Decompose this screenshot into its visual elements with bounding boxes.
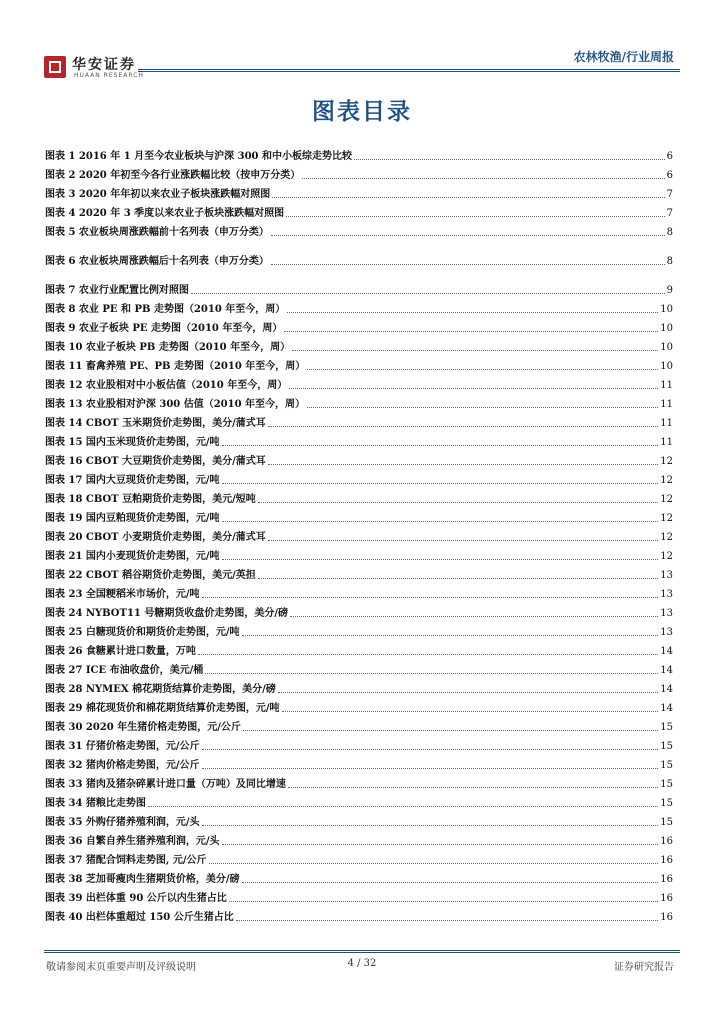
toc-entry-label: 图表 4 2020 年 3 季度以来农业子板块涨跌幅对照图: [45, 208, 285, 219]
toc-entry-label: 图表 35 外购仔猪养殖利润，元/头: [45, 817, 200, 828]
table-of-contents: [45, 144, 673, 924]
toc-entry-label: 图表 24 NYBOT11 号糖期货收盘价走势图，美分/磅: [45, 608, 288, 619]
toc-entry-label: 图表 31 仔猪价格走势图，元/公斤: [45, 741, 200, 752]
toc-entry-label: 图表 22 CBOT 稻谷期货价走势图，美元/英担: [45, 570, 256, 581]
toc-entry-label: 图表 8 农业 PE 和 PB 走势图（2010 年至今，周）: [45, 304, 286, 315]
toc-entry-page: 13: [660, 589, 673, 600]
toc-entry[interactable]: [45, 354, 673, 373]
toc-entry-page: 8: [666, 227, 673, 238]
toc-entry[interactable]: [45, 905, 673, 924]
toc-entry-page: 15: [660, 760, 673, 771]
footer-report-type: 证券研究报告: [614, 962, 674, 973]
toc-leader-dots: [292, 350, 658, 351]
toc-entry-page: 13: [660, 570, 673, 581]
toc-entry-label: 图表 36 自繁自养生猪养殖利润，元/头: [45, 836, 220, 847]
header-divider-secondary: [138, 71, 680, 72]
toc-entry-label: 图表 15 国内玉米现货价走势图，元/吨: [45, 437, 220, 448]
toc-entry[interactable]: [45, 411, 673, 430]
toc-entry-page: 16: [660, 874, 673, 885]
toc-leader-dots: [290, 616, 658, 617]
toc-entry-label: 图表 14 CBOT 玉米期货价走势图，美分/蒲式耳: [45, 418, 266, 429]
toc-entry-label: 图表 23 全国粳稻米市场价，元/吨: [45, 589, 200, 600]
toc-entry[interactable]: [45, 582, 673, 601]
toc-leader-dots: [222, 559, 659, 560]
toc-entry-page: 14: [660, 665, 673, 676]
toc-entry[interactable]: [45, 677, 673, 696]
toc-leader-dots: [258, 502, 659, 503]
toc-entry-label: 图表 2 2020 年初至今各行业涨跌幅比较（按申万分类）: [45, 170, 301, 181]
toc-entry-page: 16: [660, 912, 673, 923]
toc-entry[interactable]: [45, 848, 673, 867]
toc-entry-label: 图表 30 2020 年生猪价格走势图，元/公斤: [45, 722, 241, 733]
toc-entry[interactable]: [45, 182, 673, 201]
toc-entry-label: 图表 17 国内大豆现货价走势图，元/吨: [45, 475, 220, 486]
toc-leader-dots: [222, 844, 659, 845]
toc-entry-page: 15: [660, 722, 673, 733]
toc-entry-label: 图表 39 出栏体重 90 公斤以内生猪占比: [45, 893, 227, 904]
toc-entry-label: 图表 6 农业板块周涨跌幅后十名列表（申万分类）: [45, 256, 269, 267]
toc-leader-dots: [258, 578, 659, 579]
toc-entry-page: 16: [660, 855, 673, 866]
toc-entry[interactable]: [45, 316, 673, 335]
toc-entry-page: 14: [660, 684, 673, 695]
toc-entry[interactable]: [45, 468, 673, 487]
toc-entry[interactable]: [45, 639, 673, 658]
toc-leader-dots: [202, 749, 659, 750]
toc-entry[interactable]: [45, 220, 673, 239]
toc-entry-page: 12: [660, 494, 673, 505]
toc-entry-label: 图表 25 白糖现货价和期货价走势图，元/吨: [45, 627, 240, 638]
toc-entry-page: 13: [660, 608, 673, 619]
toc-leader-dots: [236, 920, 659, 921]
toc-leader-dots: [289, 388, 658, 389]
toc-entry-label: 图表 3 2020 年年初以来农业子板块涨跌幅对照图: [45, 189, 271, 200]
toc-entry[interactable]: [45, 278, 673, 297]
toc-entry[interactable]: [45, 525, 673, 544]
toc-leader-dots: [272, 197, 664, 198]
toc-entry-page: 7: [666, 208, 673, 219]
toc-entry[interactable]: [45, 544, 673, 563]
toc-entry[interactable]: [45, 297, 673, 316]
toc-leader-dots: [278, 692, 659, 693]
toc-entry-label: 图表 21 国内小麦现货价走势图，元/吨: [45, 551, 220, 562]
toc-entry-label: 图表 10 农业子板块 PB 走势图（2010 年至今，周）: [45, 342, 291, 353]
toc-leader-dots: [271, 235, 665, 236]
toc-entry[interactable]: [45, 620, 673, 639]
toc-entry-label: 图表 28 NYMEX 棉花期货结算价走势图，美分/磅: [45, 684, 276, 695]
toc-leader-dots: [302, 178, 664, 179]
toc-entry-page: 10: [660, 304, 673, 315]
toc-leader-dots: [286, 216, 664, 217]
toc-leader-dots: [268, 426, 659, 427]
toc-entry-label: 图表 11 畜禽养殖 PE、PB 走势图（2010 年至今，周）: [45, 361, 306, 372]
toc-entry[interactable]: [45, 144, 673, 163]
toc-entry-label: 图表 16 CBOT 大豆期货价走势图，美分/蒲式耳: [45, 456, 266, 467]
toc-entry-page: 11: [660, 437, 673, 448]
toc-leader-dots: [191, 293, 665, 294]
toc-entry[interactable]: [45, 563, 673, 582]
toc-entry-label: 图表 20 CBOT 小麦期货价走势图，美分/蒲式耳: [45, 532, 266, 543]
toc-leader-dots: [148, 806, 658, 807]
toc-entry-label: 图表 29 棉花现货价和棉花期货结算价走势图，元/吨: [45, 703, 280, 714]
toc-entry-page: 11: [660, 399, 673, 410]
toc-leader-dots: [271, 264, 665, 265]
toc-leader-dots: [288, 787, 658, 788]
toc-leader-dots: [229, 901, 659, 902]
toc-leader-dots: [354, 159, 665, 160]
toc-entry[interactable]: [45, 772, 673, 791]
toc-entry-page: 12: [660, 456, 673, 467]
toc-leader-dots: [282, 711, 659, 712]
toc-entry-page: 6: [666, 170, 673, 181]
toc-entry-page: 15: [660, 779, 673, 790]
toc-entry-page: 12: [660, 475, 673, 486]
toc-entry[interactable]: [45, 867, 673, 886]
header-divider: [138, 69, 680, 70]
toc-leader-dots: [268, 540, 659, 541]
toc-entry-page: 10: [660, 342, 673, 353]
toc-entry-label: 图表 7 农业行业配置比例对照图: [45, 285, 189, 296]
toc-leader-dots: [202, 597, 659, 598]
toc-entry[interactable]: [45, 335, 673, 354]
toc-entry[interactable]: [45, 430, 673, 449]
toc-entry-label: 图表 1 2016 年 1 月至今农业板块与沪深 300 和中小板综走势比较: [45, 151, 352, 162]
toc-entry[interactable]: [45, 791, 673, 810]
toc-entry-label: 图表 26 食糖累计进口数量，万吨: [45, 646, 196, 657]
toc-entry[interactable]: [45, 753, 673, 772]
toc-entry[interactable]: [45, 487, 673, 506]
toc-leader-dots: [202, 768, 659, 769]
toc-entry[interactable]: [45, 449, 673, 468]
toc-entry-page: 13: [660, 627, 673, 638]
toc-entry-label: 图表 40 出栏体重超过 150 公斤生猪占比: [45, 912, 234, 923]
toc-entry-page: 14: [660, 646, 673, 657]
toc-entry-page: 10: [660, 323, 673, 334]
toc-leader-dots: [307, 407, 658, 408]
toc-entry-label: 图表 13 农业股相对沪深 300 估值（2010 年至今，周）: [45, 399, 306, 410]
footer-divider: [44, 950, 680, 951]
toc-entry-page: 11: [660, 380, 673, 391]
toc-entry-page: 7: [666, 189, 673, 200]
page-number: 4 / 32: [347, 958, 377, 969]
toc-entry-page: 8: [666, 256, 673, 267]
toc-leader-dots: [209, 863, 659, 864]
toc-leader-dots: [284, 331, 658, 332]
toc-entry[interactable]: [45, 886, 673, 905]
toc-leader-dots: [268, 464, 659, 465]
toc-entry[interactable]: [45, 658, 673, 677]
toc-entry-label: 图表 37 猪配合饲料走势图, 元/公斤: [45, 855, 207, 866]
toc-entry-label: 图表 34 猪粮比走势图: [45, 798, 146, 809]
toc-leader-dots: [222, 445, 659, 446]
toc-leader-dots: [198, 654, 658, 655]
toc-entry-page: 16: [660, 836, 673, 847]
toc-entry-label: 图表 32 猪肉价格走势图，元/公斤: [45, 760, 200, 771]
toc-leader-dots: [242, 635, 659, 636]
toc-leader-dots: [243, 730, 658, 731]
toc-leader-dots: [222, 521, 659, 522]
company-logo-text: 华安证券: [72, 57, 136, 73]
toc-entry[interactable]: [45, 392, 673, 411]
toc-entry-page: 9: [666, 285, 673, 296]
toc-entry-page: 12: [660, 551, 673, 562]
toc-leader-dots: [202, 825, 659, 826]
toc-entry-page: 15: [660, 817, 673, 828]
toc-entry[interactable]: [45, 829, 673, 848]
toc-entry[interactable]: [45, 249, 673, 268]
toc-entry-page: 11: [660, 418, 673, 429]
industry-label: 农林牧渔/行业周报: [573, 50, 674, 64]
toc-entry-page: 14: [660, 703, 673, 714]
toc-entry[interactable]: [45, 201, 673, 220]
toc-entry-page: 10: [660, 361, 673, 372]
toc-leader-dots: [287, 312, 658, 313]
toc-entry-label: 图表 19 国内豆粕现货价走势图，元/吨: [45, 513, 220, 524]
toc-entry-label: 图表 38 芝加哥瘦肉生猪期货价格，美分/磅: [45, 874, 240, 885]
toc-entry-page: 6: [666, 151, 673, 162]
toc-leader-dots: [205, 673, 658, 674]
company-logo-en: HUAAN RESEARCH: [74, 72, 144, 79]
footer-disclaimer: 敬请参阅末页重要声明及评级说明: [46, 962, 196, 973]
toc-entry-page: 16: [660, 893, 673, 904]
toc-entry-label: 图表 33 猪肉及猪杂碎累计进口量（万吨）及同比增速: [45, 779, 286, 790]
company-logo-icon: [44, 56, 66, 78]
toc-entry-label: 图表 27 ICE 布油收盘价，美元/桶: [45, 665, 204, 676]
toc-entry-label: 图表 5 农业板块周涨跌幅前十名列表（申万分类）: [45, 227, 269, 238]
toc-entry[interactable]: [45, 163, 673, 182]
toc-entry[interactable]: [45, 373, 673, 392]
footer-divider-secondary: [44, 952, 680, 953]
toc-entry-label: 图表 12 农业股相对中小板估值（2010 年至今，周）: [45, 380, 288, 391]
toc-leader-dots: [222, 483, 659, 484]
toc-entry-page: 12: [660, 532, 673, 543]
toc-entry-page: 15: [660, 798, 673, 809]
toc-leader-dots: [242, 882, 659, 883]
toc-leader-dots: [307, 369, 658, 370]
toc-entry[interactable]: [45, 734, 673, 753]
toc-entry[interactable]: [45, 810, 673, 829]
page-header: [0, 0, 724, 90]
page-title: 图表目录: [312, 98, 412, 125]
toc-entry[interactable]: [45, 696, 673, 715]
toc-entry-page: 15: [660, 741, 673, 752]
toc-entry[interactable]: [45, 601, 673, 620]
toc-entry-page: 12: [660, 513, 673, 524]
toc-entry-label: 图表 18 CBOT 豆粕期货价走势图，美元/短吨: [45, 494, 256, 505]
toc-entry[interactable]: [45, 715, 673, 734]
toc-entry[interactable]: [45, 506, 673, 525]
toc-entry-label: 图表 9 农业子板块 PE 走势图（2010 年至今，周）: [45, 323, 283, 334]
